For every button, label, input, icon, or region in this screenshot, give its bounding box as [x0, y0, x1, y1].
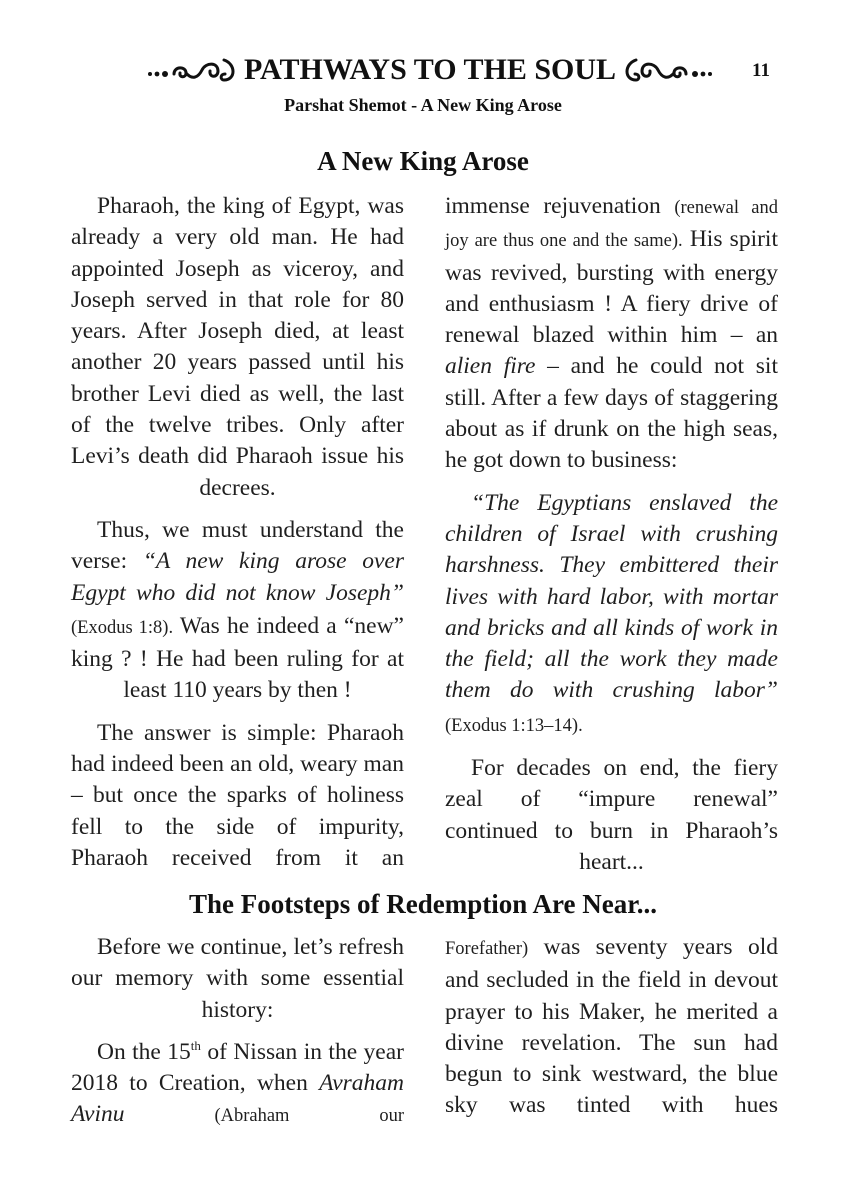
paragraph-text: Thus, we must understand the verse: — [71, 516, 404, 575]
text-column-right — [445, 191, 778, 878]
section-title: The Footsteps of Redemption Are Near... — [189, 889, 657, 919]
paragraph — [71, 191, 404, 504]
text-column-left — [71, 191, 404, 874]
citation: (Exodus 1:8). — [71, 617, 174, 638]
paragraph-text: Was he indeed a “new” king ? ! He had been ruling for at least 110 years by then ! — [71, 612, 404, 704]
paragraph — [71, 1037, 404, 1133]
page-number: 11 — [752, 60, 770, 81]
ordinal-superscript: th — [190, 1037, 201, 1053]
paragraph — [445, 932, 778, 1122]
paragraph-text: His spirit was revived, bursting with energy and enthusiasm ! A fiery drive of renewal blazed within him – an — [445, 226, 778, 349]
running-header — [130, 52, 730, 88]
emphasis-text: alien fire — [445, 353, 536, 380]
paragraph-text: of Nissan in the year 2018 to Creation, when — [71, 1038, 404, 1097]
paragraph — [71, 515, 404, 707]
running-title: PATHWAYS TO THE SOUL — [243, 53, 617, 86]
scroll-ornament-left-icon — [146, 55, 238, 85]
text-column-left — [71, 932, 404, 1133]
scripture-quote: “The Egyptians enslaved the children of Israel with crushing harshness. They embittered their lives with hard labor, with mortar and bricks and all kinds of work in the field; all the work they made them do with crushing labor” — [445, 489, 778, 704]
paragraph-text: On the 15 — [97, 1038, 191, 1065]
paragraph — [445, 191, 778, 477]
paragraph — [445, 488, 778, 742]
scroll-ornament-right-icon — [622, 55, 714, 85]
parenthetical-note: (renewal and joy are thus one and the same). — [445, 198, 778, 252]
paragraph — [71, 932, 404, 1026]
section-title: A New King Arose — [317, 146, 529, 176]
parenthetical-note: (Abraham our — [124, 1106, 404, 1127]
paragraph — [445, 753, 778, 878]
paragraph-text: For decades on end, the fiery zeal of “impure renewal” continued to burn in Pharaoh’s heart... — [445, 755, 778, 875]
text-column-right — [445, 932, 778, 1122]
scripture-quote: “A new king arose over Egypt who did not know Joseph” — [71, 548, 404, 606]
parenthetical-note: Forefather) — [445, 939, 529, 959]
paragraph-text: was seventy years old and secluded in the field in devout prayer to his Maker, he merited a divine revelation. The sun had begun to sink westward, the blue sky was tinted with hues — [445, 934, 778, 1119]
paragraph-text: immense rejuvenation — [445, 193, 675, 219]
emphasis-text: Avraham Avinu — [71, 1070, 404, 1128]
paragraph — [71, 718, 404, 874]
chapter-subtitle: Parshat Shemot - A New King Arose — [284, 95, 562, 115]
paragraph-text: Before we continue, let’s refresh our memory with some essential history: — [71, 934, 404, 1023]
citation: (Exodus 1:13–14). — [445, 715, 583, 736]
paragraph-text: – and he could not sit still. After a few days of staggering about as if drunk on the high seas, he got down to business: — [445, 353, 778, 474]
paragraph-text: The answer is simple: Pharaoh had indeed been an old, weary man – but once the sparks of holiness fell to the side of impurity, Pharaoh received from it an — [71, 719, 404, 871]
paragraph-text: Pharaoh, the king of Egypt, was already a very old man. He had appointed Joseph as viceroy, and Joseph served in that role for 80 years. After Joseph died, at least another 20 years passed until his brother Levi died as well, the last of the twelve tribes. Only after Levi’s death did Pharaoh issue his decrees. — [71, 193, 404, 501]
